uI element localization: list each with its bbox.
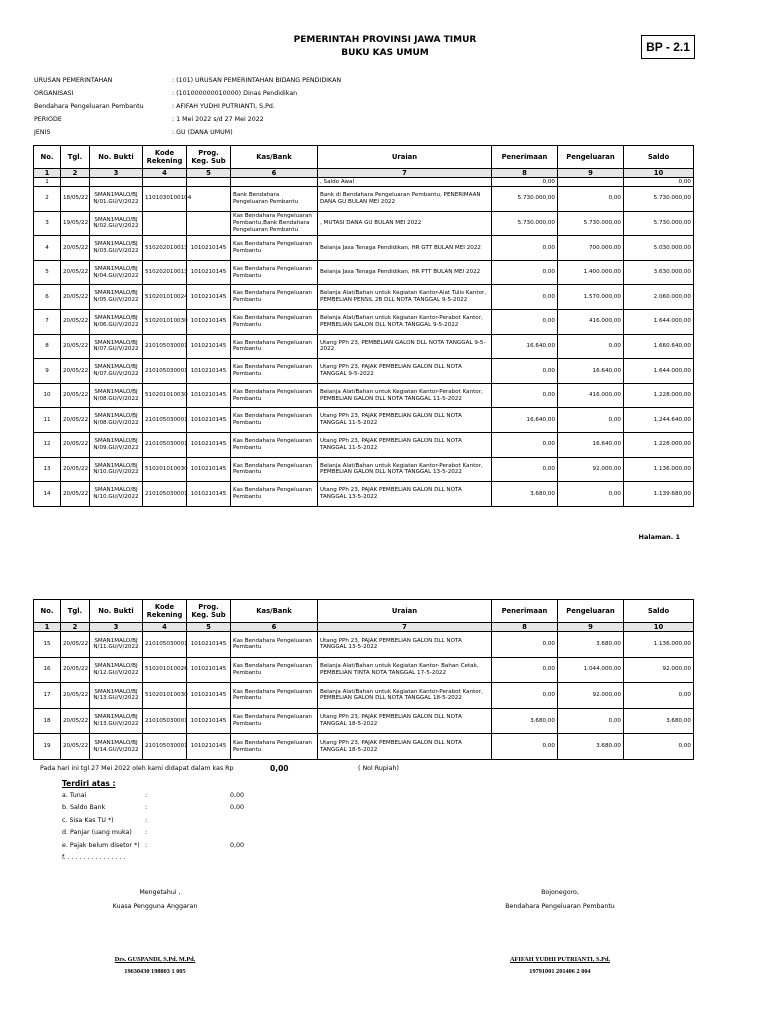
row-no: 9 <box>34 359 61 384</box>
summary-item-value: 0,00 <box>230 804 245 811</box>
info-label-urusan: URUSAN PEMERINTAHAN <box>34 77 113 84</box>
row-expense: 1.044.000,00 <box>558 657 624 683</box>
col-number: 7 <box>318 623 492 632</box>
row-account-code: 210105030001 <box>143 432 187 457</box>
col-header-uraian: Uraian <box>318 146 492 169</box>
row-date: 20/05/22 <box>61 734 90 760</box>
col-number: 3 <box>90 169 143 178</box>
info-label-organisasi: ORGANISASI <box>34 90 74 97</box>
col-number: 8 <box>492 623 558 632</box>
row-receipt: 0,00 <box>492 260 558 285</box>
row-expense: 0,00 <box>558 482 624 507</box>
row-description: Utang PPh 23, PAJAK PEMBELIAN GALON DLL NOTA TANGGAL 18-5-2022 <box>318 708 492 734</box>
row-balance: 5.030.000,00 <box>624 236 694 261</box>
row-description: Utang PPh 23, PAJAK PEMBELIAN GALON DLL NOTA TANGGAL 13-5-2022 <box>318 482 492 507</box>
row-expense: 92.000,00 <box>558 457 624 482</box>
col-number: 9 <box>558 623 624 632</box>
table-row <box>34 432 694 457</box>
row-cash-bank: Kas Bendahara Pengeluaran Pembantu <box>231 734 318 760</box>
row-receipt: 0,00 <box>492 683 558 709</box>
row-receipt: 0,00 <box>492 457 558 482</box>
row-program-code: 1010210145 <box>187 408 231 433</box>
row-balance: 5.730.000,00 <box>624 187 694 212</box>
row-expense: 416.000,00 <box>558 383 624 408</box>
col-number: 3 <box>90 623 143 632</box>
row-expense: 700.000,00 <box>558 236 624 261</box>
row-program-code: 1010210145 <box>187 236 231 261</box>
row-cash-bank: Kas Bendahara Pengeluaran Pembantu,Bank Bendahara Pengeluaran Pembantu <box>231 211 318 236</box>
row-program-code: 1010210145 <box>187 383 231 408</box>
row-proof-number: SMAN1MALO/BJN/01.GU/V/2022 <box>90 187 143 212</box>
table-row <box>34 482 694 507</box>
row-proof-number: SMAN1MALO/BJN/07.GU/V/2022 <box>90 359 143 384</box>
col-number: 6 <box>231 169 318 178</box>
col-number: 1 <box>34 169 61 178</box>
row-cash-bank: Kas Bendahara Pengeluaran Pembantu <box>231 309 318 334</box>
row-balance: 0,00 <box>624 734 694 760</box>
row-program-code: 1010210145 <box>187 683 231 709</box>
row-proof-number: SMAN1MALO/BJN/04.GU/V/2022 <box>90 260 143 285</box>
row-cash-bank <box>231 178 318 187</box>
row-proof-number: SMAN1MALO/BJN/10.GU/V/2022 <box>90 457 143 482</box>
row-date: 20/05/22 <box>61 708 90 734</box>
row-expense: 0,00 <box>558 334 624 359</box>
row-no: 10 <box>34 383 61 408</box>
row-proof-number: SMAN1MALO/BJN/10.GU/V/2022 <box>90 482 143 507</box>
row-proof-number: SMAN1MALO/BJN/08.GU/V/2022 <box>90 408 143 433</box>
col-header-bukti: No. Bukti <box>90 146 143 169</box>
row-cash-bank: Kas Bendahara Pengeluaran Pembantu <box>231 285 318 310</box>
row-cash-bank: Kas Bendahara Pengeluaran Pembantu <box>231 632 318 658</box>
row-expense: 1.570.000,00 <box>558 285 624 310</box>
row-description: Belanja Alat/Bahan untuk Kegiatan Kantor-Alat Tulis Kantor, PEMBELIAN PENSIL 2B DLL NOTA TANGGAL 9-5-2022 <box>318 285 492 310</box>
row-date: 20/05/22 <box>61 260 90 285</box>
row-no: 15 <box>34 632 61 658</box>
col-header-pengeluaran: Pengeluaran <box>558 600 624 623</box>
row-no: 2 <box>34 187 61 212</box>
summary-item-label: f. . . . . . . . . . . . . . . . <box>62 854 126 861</box>
row-balance: 1.244.640,00 <box>624 408 694 433</box>
row-receipt: 0,00 <box>492 359 558 384</box>
row-cash-bank: Kas Bendahara Pengeluaran Pembantu <box>231 683 318 709</box>
col-header-penerimaan: Penerimaan <box>492 600 558 623</box>
row-proof-number: SMAN1MALO/BJN/09.GU/V/2022 <box>90 432 143 457</box>
row-cash-bank: Kas Bendahara Pengeluaran Pembantu <box>231 708 318 734</box>
summary-item-label: d. Panjar (uang muka) <box>62 829 132 836</box>
col-number: 9 <box>558 169 624 178</box>
row-account-code: 510201010030 <box>143 309 187 334</box>
row-expense: 16.640,00 <box>558 432 624 457</box>
row-cash-bank: Kas Bendahara Pengeluaran Pembantu <box>231 482 318 507</box>
summary-item-colon: : <box>145 817 148 824</box>
summary-item-label: e. Pajak belum disetor *) <box>62 842 140 849</box>
row-description: Utang PPh 23, PAJAK PEMBELIAN GALON DLL NOTA TANGGAL 9-5-2022 <box>318 359 492 384</box>
col-header-pengeluaran: Pengeluaran <box>558 146 624 169</box>
row-balance: 2.060.000,00 <box>624 285 694 310</box>
col-header-kas: Kas/Bank <box>231 146 318 169</box>
row-cash-bank: Kas Bendahara Pengeluaran Pembantu <box>231 236 318 261</box>
row-program-code: 1010210145 <box>187 632 231 658</box>
info-value-jenis: : GU (DANA UMUM) <box>172 129 233 136</box>
terdiri-atas-label: Terdiri atas : <box>62 779 116 788</box>
signature-right-role: Bendahara Pengeluaran Pembantu <box>505 903 615 910</box>
row-cash-bank: Kas Bendahara Pengeluaran Pembantu <box>231 383 318 408</box>
col-number: 1 <box>34 623 61 632</box>
row-cash-bank: Kas Bendahara Pengeluaran Pembantu <box>231 657 318 683</box>
row-description: , MUTASI DANA GU BULAN MEI 2022 <box>318 211 492 236</box>
cash-amount: 0,00 <box>270 764 289 773</box>
row-account-code: 210105030001 <box>143 632 187 658</box>
row-date <box>61 178 90 187</box>
row-balance: 1.644.000,00 <box>624 309 694 334</box>
row-program-code: 1010210145 <box>187 309 231 334</box>
row-no: 12 <box>34 432 61 457</box>
summary-item-colon: : <box>145 829 148 836</box>
row-program-code <box>187 187 231 212</box>
row-date: 20/05/22 <box>61 432 90 457</box>
col-header-bukti: No. Bukti <box>90 600 143 623</box>
row-receipt: 3.680,00 <box>492 708 558 734</box>
info-value-organisasi: : (101000000010000) Dinas Pendidikan <box>172 90 298 97</box>
row-balance: 1.228.000,00 <box>624 432 694 457</box>
row-balance: 0,00 <box>624 178 694 187</box>
row-expense: 5.730.000,00 <box>558 211 624 236</box>
form-code-badge: BP - 2.1 <box>641 35 695 59</box>
row-no: 17 <box>34 683 61 709</box>
row-cash-bank: Kas Bendahara Pengeluaran Pembantu <box>231 260 318 285</box>
row-program-code <box>187 211 231 236</box>
row-account-code: 210105030001 <box>143 708 187 734</box>
row-program-code: 1010210145 <box>187 657 231 683</box>
row-receipt: 5.730.000,00 <box>492 187 558 212</box>
summary-item-label: a. Tunai <box>62 792 87 799</box>
row-receipt: 16.640,00 <box>492 408 558 433</box>
row-account-code: 510201010026 <box>143 657 187 683</box>
col-header-prog: Prog. Keg. Sub <box>187 146 231 169</box>
row-proof-number: SMAN1MALO/BJN/14.GU/V/2022 <box>90 734 143 760</box>
row-account-code: 1101030100104 <box>143 187 187 212</box>
info-label-bendahara: Bendahara Pengeluaran Pembantu <box>34 103 144 110</box>
page-number: Halaman. 1 <box>638 533 680 541</box>
row-receipt: 0,00 <box>492 236 558 261</box>
row-program-code: 1010210145 <box>187 708 231 734</box>
row-program-code: 1010210145 <box>187 482 231 507</box>
row-date: 20/05/22 <box>61 309 90 334</box>
table-row <box>34 359 694 384</box>
table-row <box>34 236 694 261</box>
col-number: 4 <box>143 169 187 178</box>
row-receipt: 3.680,00 <box>492 482 558 507</box>
row-balance: 1.139.680,00 <box>624 482 694 507</box>
signature-left-nip: 19630430 198803 1 005 <box>124 968 186 975</box>
cash-book-table-page1 <box>33 145 694 507</box>
col-header-uraian: Uraian <box>318 600 492 623</box>
col-header-kode: Kode Rekening <box>143 600 187 623</box>
row-date: 20/05/22 <box>61 683 90 709</box>
row-date: 20/05/22 <box>61 359 90 384</box>
row-no: 7 <box>34 309 61 334</box>
row-no: 16 <box>34 657 61 683</box>
row-account-code: 510201010024 <box>143 285 187 310</box>
row-no: 3 <box>34 211 61 236</box>
row-no: 14 <box>34 482 61 507</box>
signature-right-name: AFIFAH YUDHI PUTRIANTI, S.Pd. <box>509 956 611 963</box>
summary-item-colon: : <box>145 842 148 849</box>
government-title: PEMERINTAH PROVINSI JAWA TIMUR <box>293 35 477 45</box>
row-program-code: 1010210145 <box>187 734 231 760</box>
cash-book-table-page2 <box>33 599 694 760</box>
table-row <box>34 457 694 482</box>
col-header-saldo: Saldo <box>624 146 694 169</box>
col-header-saldo: Saldo <box>624 600 694 623</box>
row-account-code: 210105030001 <box>143 334 187 359</box>
table-row <box>34 260 694 285</box>
table-row <box>34 632 694 658</box>
row-no: 4 <box>34 236 61 261</box>
info-value-bendahara: : AFIFAH YUDHI PUTRIANTI, S,Pd. <box>172 103 275 110</box>
signature-left-name: Drs. GUSPANDI, S.Pd. M.Pd. <box>114 956 196 963</box>
col-number: 10 <box>624 623 694 632</box>
row-date: 19/05/22 <box>61 211 90 236</box>
col-number: 10 <box>624 169 694 178</box>
row-proof-number: SMAN1MALO/BJN/08.GU/V/2022 <box>90 383 143 408</box>
row-receipt: 0,00 <box>492 632 558 658</box>
row-receipt: 0,00 <box>492 657 558 683</box>
col-number: 6 <box>231 623 318 632</box>
row-cash-bank: Kas Bendahara Pengeluaran Pembantu <box>231 432 318 457</box>
row-account-code: 510202010013 <box>143 236 187 261</box>
row-account-code: 510201010030 <box>143 383 187 408</box>
summary-item-value: 0,00 <box>230 792 245 799</box>
row-proof-number: SMAN1MALO/BJN/13.GU/V/2022 <box>90 708 143 734</box>
row-program-code: 1010210145 <box>187 359 231 384</box>
info-value-urusan: : (101) URUSAN PEMERINTAHAN BIDANG PENDIDIKAN <box>172 77 342 84</box>
row-receipt: 0,00 <box>492 432 558 457</box>
table-row <box>34 211 694 236</box>
info-label-jenis: JENIS <box>34 129 51 136</box>
row-proof-number: SMAN1MALO/BJN/12.GU/V/2022 <box>90 657 143 683</box>
row-description: Belanja Jasa Tenaga Pendidikan, HR GTT BULAN MEI 2022 <box>318 236 492 261</box>
row-program-code: 1010210145 <box>187 260 231 285</box>
col-number: 2 <box>61 623 90 632</box>
row-description: Belanja Alat/Bahan untuk Kegiatan Kantor-Perabot Kantor, PEMBELIAN GALON DLL NOTA TANGGAL 13-5-2022 <box>318 457 492 482</box>
table-row <box>34 334 694 359</box>
col-header-kas: Kas/Bank <box>231 600 318 623</box>
table-row <box>34 408 694 433</box>
table-row <box>34 285 694 310</box>
row-program-code: 1010210145 <box>187 285 231 310</box>
row-receipt: 5.730.000,00 <box>492 211 558 236</box>
row-proof-number: SMAN1MALO/BJN/02.GU/V/2022 <box>90 211 143 236</box>
row-cash-bank: Kas Bendahara Pengeluaran Pembantu <box>231 408 318 433</box>
summary-item-value: 0,00 <box>230 842 245 849</box>
row-description: Belanja Alat/Bahan untuk Kegiatan Kantor- Bahan Cetak, PEMBELIAN TINTA NOTA TANGGAL 17-5-2022 <box>318 657 492 683</box>
row-description: Belanja Alat/Bahan untuk Kegiatan Kantor-Perabot Kantor, PEMBELIAN GALON DLL NOTA TANGGAL 18-5-2022 <box>318 683 492 709</box>
row-proof-number <box>90 178 143 187</box>
table-row <box>34 309 694 334</box>
row-expense: 416.000,00 <box>558 309 624 334</box>
col-header-tgl: Tgl. <box>61 600 90 623</box>
row-date: 20/05/22 <box>61 236 90 261</box>
row-date: 18/05/22 <box>61 187 90 212</box>
row-receipt: 0,00 <box>492 285 558 310</box>
row-description: Bank di Bendahara Pengeluaran Pembantu, PENERIMAAN DANA GU BULAN MEI 2022 <box>318 187 492 212</box>
row-date: 20/05/22 <box>61 657 90 683</box>
row-balance: 92.000,00 <box>624 657 694 683</box>
row-balance: 0,00 <box>624 683 694 709</box>
row-account-code: 210105030001 <box>143 359 187 384</box>
row-description: Utang PPh 23, PAJAK PEMBELIAN GALON DLL NOTA TANGGAL 11-5-2022 <box>318 408 492 433</box>
row-description: Utang PPh 23, PEMBELIAN GALON DLL NOTA TANGGAL 9-5-2022 <box>318 334 492 359</box>
row-description: Utang PPh 23, PAJAK PEMBELIAN GALON DLL NOTA TANGGAL 18-5-2022 <box>318 734 492 760</box>
row-expense: 0,00 <box>558 408 624 433</box>
row-date: 20/05/22 <box>61 408 90 433</box>
row-expense <box>558 178 624 187</box>
row-no: 8 <box>34 334 61 359</box>
row-balance: 1.136.000,00 <box>624 632 694 658</box>
row-account-code: 510201010030 <box>143 683 187 709</box>
row-date: 20/05/22 <box>61 334 90 359</box>
signature-right-nip: 19791001 201406 2 004 <box>529 968 591 975</box>
summary-item-colon: : <box>145 804 148 811</box>
row-no: 13 <box>34 457 61 482</box>
col-header-kode: Kode Rekening <box>143 146 187 169</box>
row-description: , Saldo Awal <box>318 178 492 187</box>
row-no: 18 <box>34 708 61 734</box>
row-expense: 3.680,00 <box>558 632 624 658</box>
row-proof-number: SMAN1MALO/BJN/11.GU/V/2022 <box>90 632 143 658</box>
row-expense: 16.640,00 <box>558 359 624 384</box>
summary-item-colon: : <box>145 792 148 799</box>
summary-item-label: b. Saldo Bank <box>62 804 106 811</box>
row-cash-bank: Kas Bendahara Pengeluaran Pembantu <box>231 334 318 359</box>
row-date: 20/05/22 <box>61 457 90 482</box>
document-title: BUKU KAS UMUM <box>341 48 429 58</box>
col-number: 5 <box>187 623 231 632</box>
row-account-code: 210105030001 <box>143 482 187 507</box>
row-balance: 1.660.640,00 <box>624 334 694 359</box>
row-receipt: 16.640,00 <box>492 334 558 359</box>
row-program-code: 1010210145 <box>187 334 231 359</box>
col-number: 8 <box>492 169 558 178</box>
col-number: 4 <box>143 623 187 632</box>
row-expense: 3.680,00 <box>558 734 624 760</box>
row-account-code: 510202010013 <box>143 260 187 285</box>
row-no: 1 <box>34 178 61 187</box>
row-description: Belanja Alat/Bahan untuk Kegiatan Kantor-Perabot Kantor, PEMBELIAN GALON DLL NOTA TANGGAL 9-5-2022 <box>318 309 492 334</box>
info-label-periode: PERIODE <box>34 116 62 123</box>
signature-left-caption: Mengetahui , <box>139 889 181 896</box>
table-row <box>34 187 694 212</box>
row-balance: 1.644.000,00 <box>624 359 694 384</box>
col-header-no: No. <box>34 146 61 169</box>
row-program-code: 1010210145 <box>187 457 231 482</box>
col-header-prog: Prog. Keg. Sub <box>187 600 231 623</box>
summary-item-label: c. Sisa Kas TU *) <box>62 817 114 824</box>
row-date: 20/05/22 <box>61 482 90 507</box>
row-receipt: 0,00 <box>492 178 558 187</box>
row-balance: 3.680,00 <box>624 708 694 734</box>
row-no: 5 <box>34 260 61 285</box>
row-proof-number: SMAN1MALO/BJN/06.GU/V/2022 <box>90 309 143 334</box>
row-balance: 1.136.000,00 <box>624 457 694 482</box>
col-header-no: No. <box>34 600 61 623</box>
row-expense: 92.000,00 <box>558 683 624 709</box>
row-receipt: 0,00 <box>492 309 558 334</box>
row-receipt: 0,00 <box>492 383 558 408</box>
row-proof-number: SMAN1MALO/BJN/13.GU/V/2022 <box>90 683 143 709</box>
row-description: Utang PPh 23, PAJAK PEMBELIAN GALON DLL NOTA TANGGAL 11-5-2022 <box>318 432 492 457</box>
row-proof-number: SMAN1MALO/BJN/05.GU/V/2022 <box>90 285 143 310</box>
row-account-code: 210105030001 <box>143 734 187 760</box>
row-no: 6 <box>34 285 61 310</box>
row-proof-number: SMAN1MALO/BJN/07.GU/V/2022 <box>90 334 143 359</box>
signature-left-role: Kuasa Pengguna Anggaran <box>112 903 198 910</box>
table-row <box>34 708 694 734</box>
table-row <box>34 383 694 408</box>
row-expense: 0,00 <box>558 708 624 734</box>
col-number: 2 <box>61 169 90 178</box>
row-description: Belanja Jasa Tenaga Pendidikan, HR PTT BULAN MEI 2022 <box>318 260 492 285</box>
cash-amount-words: ( Nol Rupiah) <box>358 765 399 772</box>
row-date: 20/05/22 <box>61 632 90 658</box>
row-date: 20/05/22 <box>61 285 90 310</box>
table-row <box>34 683 694 709</box>
table-row <box>34 734 694 760</box>
row-account-code: 210105030001 <box>143 408 187 433</box>
row-no: 19 <box>34 734 61 760</box>
table-row <box>34 657 694 683</box>
col-header-tgl: Tgl. <box>61 146 90 169</box>
row-balance: 5.730.000,00 <box>624 211 694 236</box>
col-header-penerimaan: Penerimaan <box>492 146 558 169</box>
row-date: 20/05/22 <box>61 383 90 408</box>
col-number: 7 <box>318 169 492 178</box>
row-cash-bank: Bank Bendahara Pengeluaran Pembantu <box>231 187 318 212</box>
row-account-code: 510201010030 <box>143 457 187 482</box>
row-description: Utang PPh 23, PAJAK PEMBELIAN GALON DLL NOTA TANGGAL 13-5-2022 <box>318 632 492 658</box>
row-program-code <box>187 178 231 187</box>
row-no: 11 <box>34 408 61 433</box>
row-program-code: 1010210145 <box>187 432 231 457</box>
info-value-periode: : 1 Mei 2022 s/d 27 Mei 2022 <box>172 116 264 123</box>
row-receipt: 0,00 <box>492 734 558 760</box>
cash-statement: Pada hari ini tgl 27 Mei 2022 oleh kami didapat dalam kas Rp <box>40 765 234 772</box>
col-number: 5 <box>187 169 231 178</box>
row-proof-number: SMAN1MALO/BJN/03.GU/V/2022 <box>90 236 143 261</box>
row-balance: 3.630.000,00 <box>624 260 694 285</box>
row-expense: 1.400.000,00 <box>558 260 624 285</box>
signature-right-place: Bojonegoro, <box>541 889 579 896</box>
row-cash-bank: Kas Bendahara Pengeluaran Pembantu <box>231 359 318 384</box>
row-account-code <box>143 178 187 187</box>
table-row <box>34 178 694 187</box>
row-account-code <box>143 211 187 236</box>
row-description: Belanja Alat/Bahan untuk Kegiatan Kantor-Perabot Kantor, PEMBELIAN GALON DLL NOTA TANGGAL 11-5-2022 <box>318 383 492 408</box>
row-balance: 1.228.000,00 <box>624 383 694 408</box>
row-cash-bank: Kas Bendahara Pengeluaran Pembantu <box>231 457 318 482</box>
row-expense: 0,00 <box>558 187 624 212</box>
